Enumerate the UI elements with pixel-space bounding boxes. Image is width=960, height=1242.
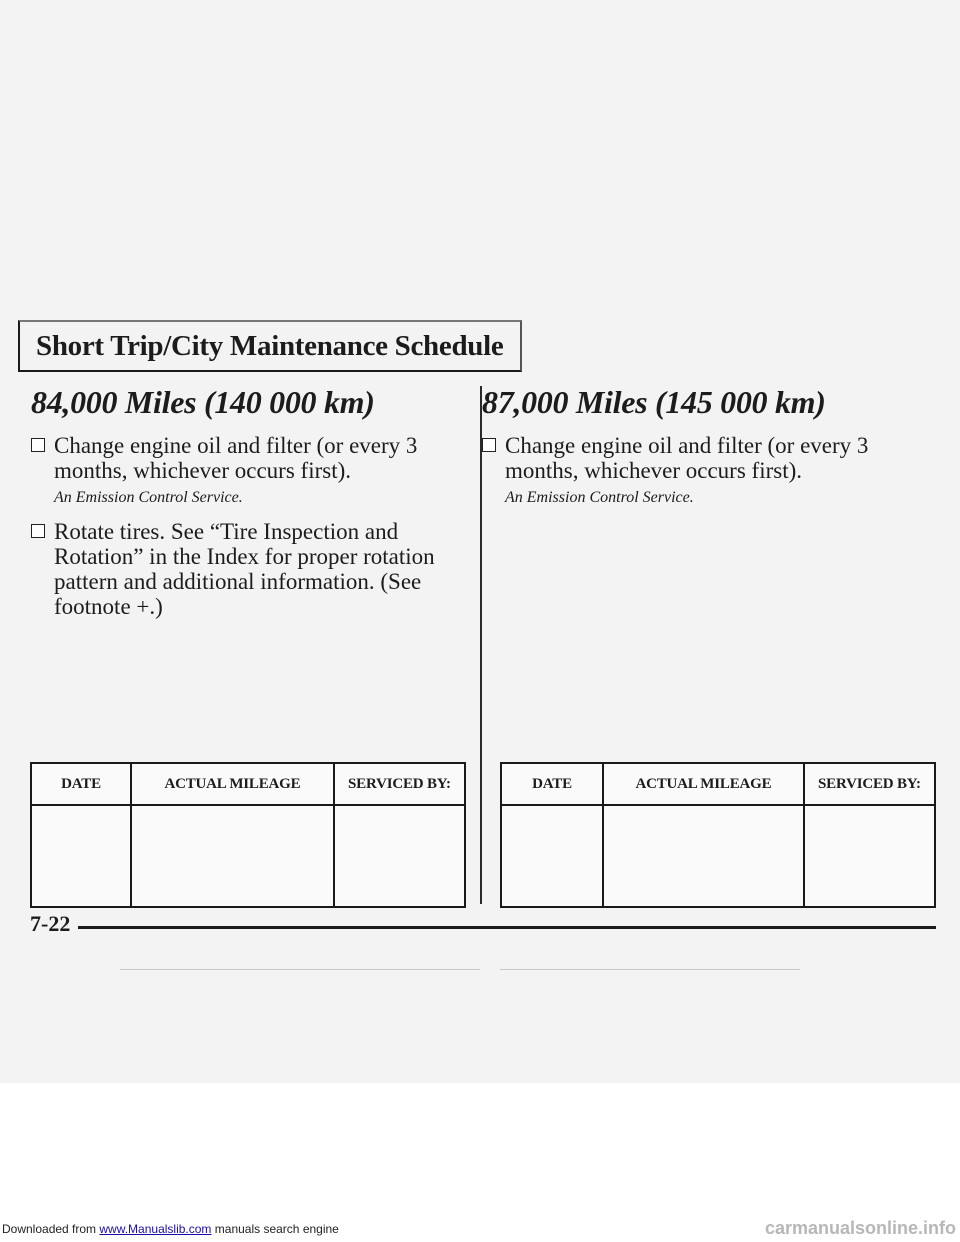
- scan-artifact-line: [120, 969, 480, 970]
- checkbox-icon: [482, 438, 496, 452]
- mileage-cell[interactable]: [603, 805, 804, 907]
- date-header: DATE: [31, 763, 131, 805]
- left-item-tires: [31, 519, 471, 619]
- mileage-header: ACTUAL MILEAGE: [131, 763, 334, 805]
- right-item-oil-text: Change engine oil and filter (or every 3 months, whichever occurs first).: [505, 433, 869, 483]
- download-banner: [2, 1222, 339, 1236]
- left-emission-note: An Emission Control Service.: [54, 489, 243, 506]
- left-mileage-heading: 84,000 Miles (140 000 km): [31, 384, 375, 420]
- left-item-oil: [31, 433, 471, 483]
- scan-artifact-line: [500, 969, 800, 970]
- date-cell[interactable]: [501, 805, 603, 907]
- left-column: [31, 384, 471, 625]
- checkbox-icon: [31, 438, 45, 452]
- serviced-by-header: SERVICED BY:: [804, 763, 935, 805]
- right-mileage-heading: 87,000 Miles (145 000 km): [482, 384, 826, 420]
- date-cell[interactable]: [31, 805, 131, 907]
- serviced-by-cell[interactable]: [804, 805, 935, 907]
- left-item-tires-text: Rotate tires. See “Tire Inspection and Rotation” in the Index for proper rotation pattern and additional information. (See footnote +.): [54, 519, 435, 619]
- right-item-oil: [482, 433, 922, 483]
- manualslib-link[interactable]: www.Manualslib.com: [99, 1222, 212, 1236]
- banner-prefix: Downloaded from: [2, 1222, 100, 1236]
- page-title: Short Trip/City Maintenance Schedule: [18, 320, 522, 372]
- serviced-by-cell[interactable]: [334, 805, 465, 907]
- checkbox-icon: [31, 524, 45, 538]
- serviced-by-header: SERVICED BY:: [334, 763, 465, 805]
- left-item-oil-text: Change engine oil and filter (or every 3 months, whichever occurs first).: [54, 433, 418, 483]
- mileage-header: ACTUAL MILEAGE: [603, 763, 804, 805]
- right-service-record-table: [500, 762, 936, 908]
- mileage-cell[interactable]: [131, 805, 334, 907]
- right-emission-note: An Emission Control Service.: [505, 489, 694, 506]
- date-header: DATE: [501, 763, 603, 805]
- banner-suffix: manuals search engine: [211, 1222, 339, 1236]
- site-watermark: carmanualsonline.info: [764, 1218, 956, 1238]
- page-number: 7-22: [30, 911, 71, 936]
- right-column: [482, 384, 922, 519]
- footer-rule: [78, 926, 936, 929]
- left-service-record-table: [30, 762, 466, 908]
